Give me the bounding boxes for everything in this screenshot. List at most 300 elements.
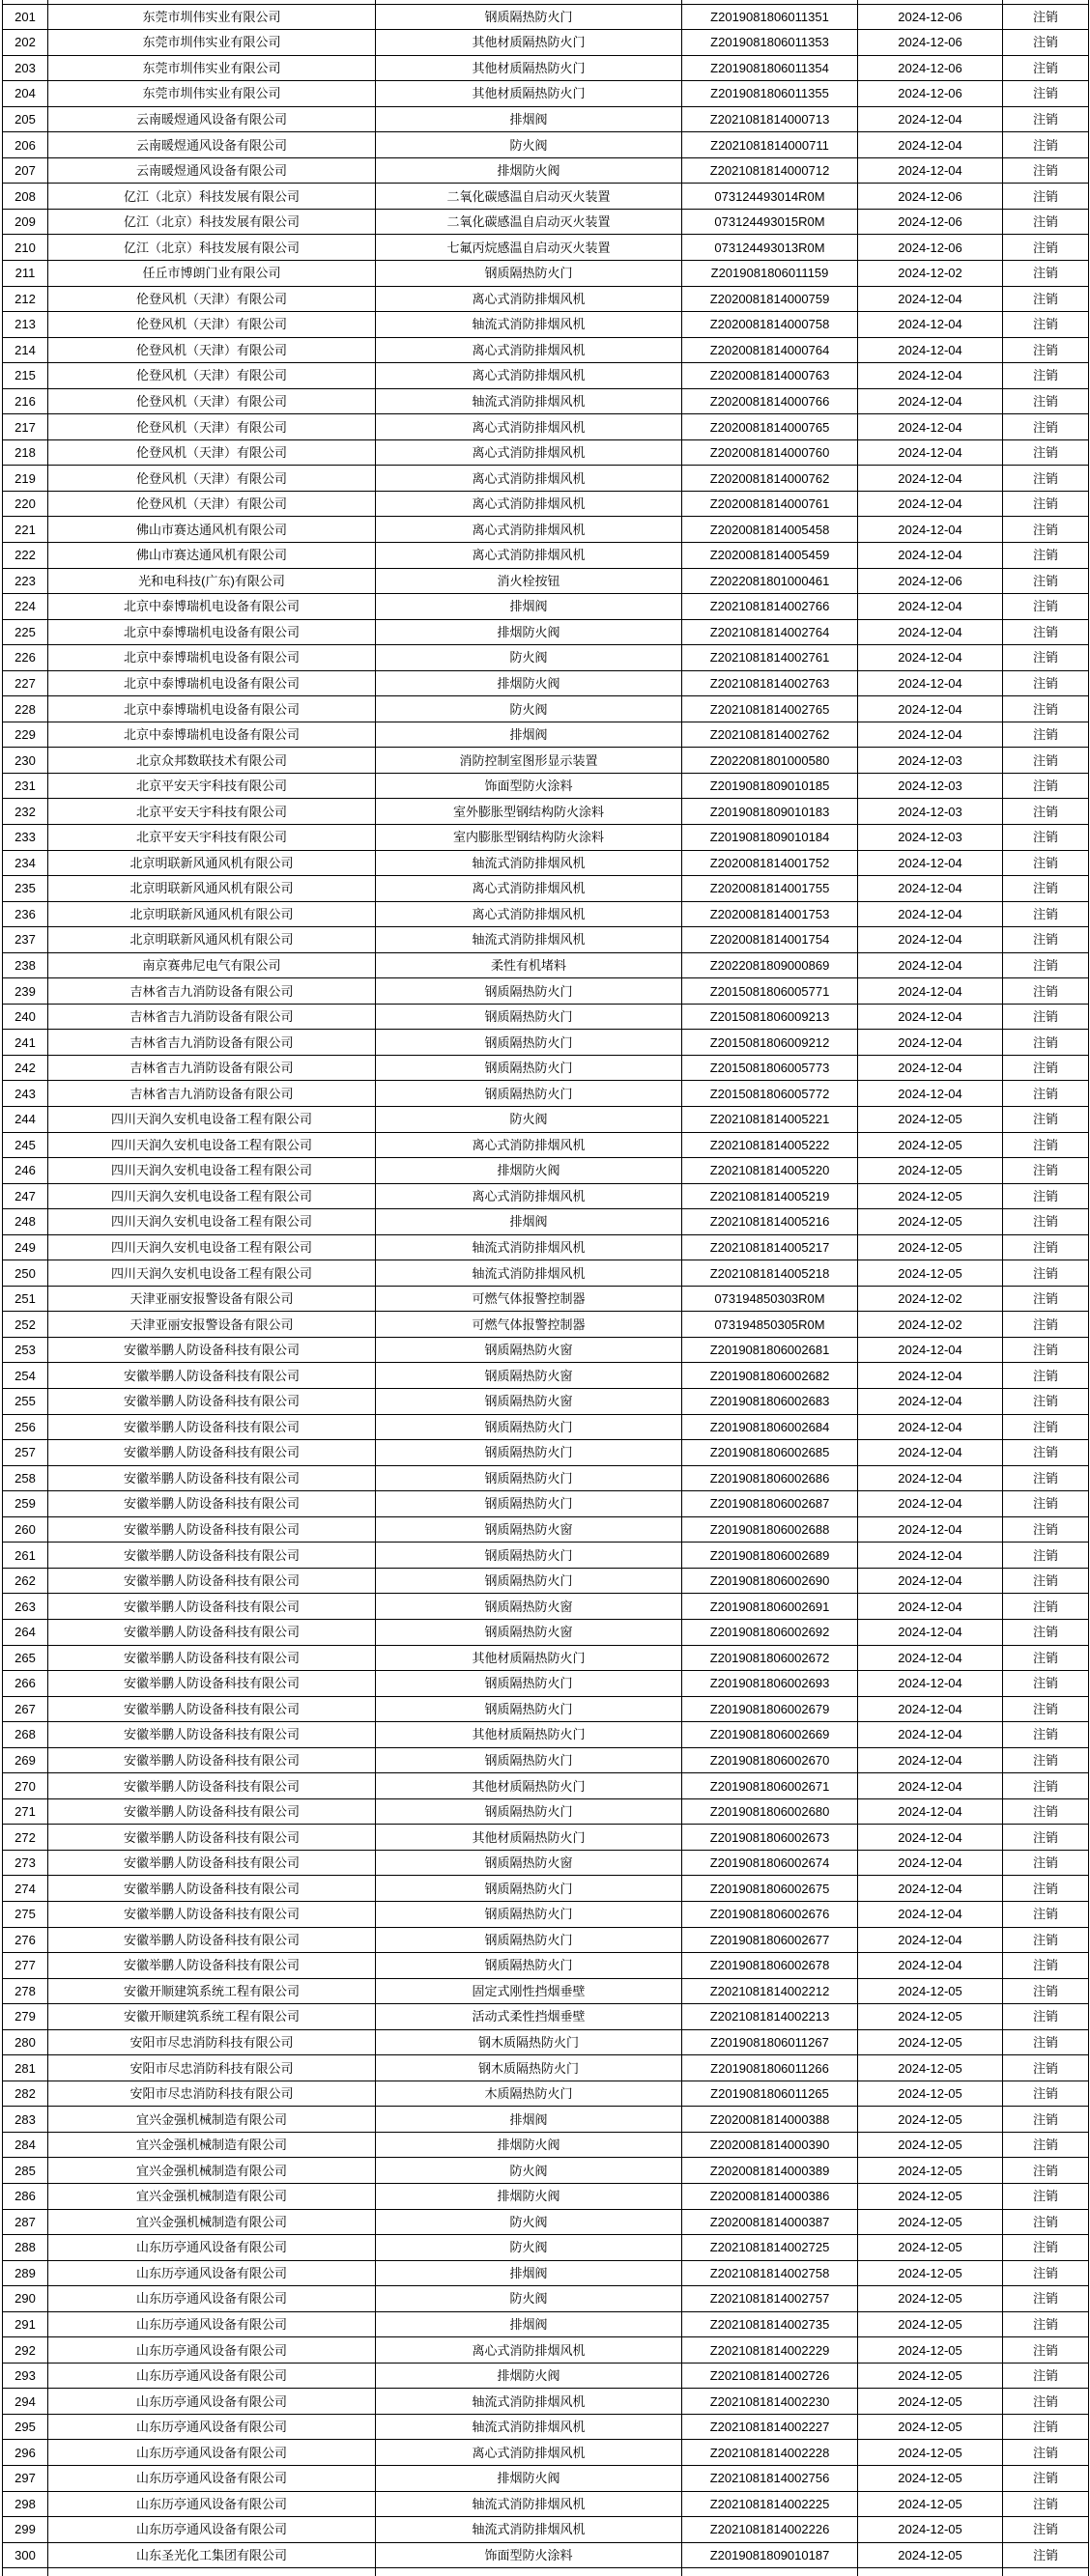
product-cell: 钢质隔热防火门 — [376, 1081, 682, 1107]
certificate-cell: Z2022081809000869 — [682, 952, 858, 978]
row-number-cell: 285 — [3, 2158, 48, 2184]
company-cell: 安徽举鹏人防设备科技有限公司 — [48, 1953, 376, 1979]
status-cell: 注销 — [1003, 850, 1089, 876]
table-row — [3, 1568, 1089, 1594]
date-cell — [858, 2568, 1003, 2576]
date-cell: 2024-12-04 — [858, 978, 1003, 1005]
company-cell: 山东历亭通风设备有限公司 — [48, 2389, 376, 2415]
row-number-cell: 279 — [3, 2004, 48, 2030]
row-number-cell: 262 — [3, 1568, 48, 1594]
table-row — [3, 1594, 1089, 1620]
date-cell: 2024-12-05 — [858, 2081, 1003, 2107]
status-cell: 注销 — [1003, 1696, 1089, 1722]
date-cell: 2024-12-04 — [858, 388, 1003, 414]
table-row — [3, 1132, 1089, 1158]
table-row — [3, 1978, 1089, 2004]
date-cell: 2024-12-04 — [858, 1568, 1003, 1594]
date-cell: 2024-12-04 — [858, 1645, 1003, 1671]
status-cell: 注销 — [1003, 2311, 1089, 2337]
row-number-cell: 239 — [3, 978, 48, 1005]
company-cell: 山东历亭通风设备有限公司 — [48, 2235, 376, 2261]
row-number-cell: 298 — [3, 2491, 48, 2517]
status-cell: 注销 — [1003, 2286, 1089, 2312]
status-cell: 注销 — [1003, 2029, 1089, 2055]
company-cell: 山东历亭通风设备有限公司 — [48, 2440, 376, 2466]
product-cell: 饰面型防火涂料 — [376, 773, 682, 799]
status-cell: 注销 — [1003, 2466, 1089, 2492]
table-row — [3, 2311, 1089, 2337]
status-cell: 注销 — [1003, 1055, 1089, 1081]
status-cell: 注销 — [1003, 1543, 1089, 1569]
certificate-cell: 073194850303R0M — [682, 1286, 858, 1312]
row-number-cell: 260 — [3, 1516, 48, 1543]
row-number-cell: 256 — [3, 1414, 48, 1440]
table-row — [3, 2055, 1089, 2081]
date-cell: 2024-12-04 — [858, 1337, 1003, 1363]
row-number-cell: 204 — [3, 81, 48, 107]
certificate-cell: Z2020081814000389 — [682, 2158, 858, 2184]
company-cell: 北京平安天宇科技有限公司 — [48, 773, 376, 799]
certificate-cell: Z2020081814000764 — [682, 337, 858, 363]
date-cell: 2024-12-05 — [858, 2107, 1003, 2133]
product-cell: 离心式消防排烟风机 — [376, 363, 682, 389]
status-cell: 注销 — [1003, 414, 1089, 440]
product-cell — [376, 2568, 682, 2576]
certificate-cell: Z2020081814001753 — [682, 901, 858, 927]
status-cell: 注销 — [1003, 2004, 1089, 2030]
company-cell: 山东历亭通风设备有限公司 — [48, 2491, 376, 2517]
certificate-cell: Z2020081814000387 — [682, 2209, 858, 2235]
status-cell: 注销 — [1003, 260, 1089, 286]
company-cell: 山东历亭通风设备有限公司 — [48, 2286, 376, 2312]
table-row — [3, 414, 1089, 440]
date-cell: 2024-12-05 — [858, 2363, 1003, 2389]
table-row — [3, 568, 1089, 594]
row-number-cell: 208 — [3, 184, 48, 210]
row-number-cell: 254 — [3, 1363, 48, 1389]
company-cell: 北京中泰博瑞机电设备有限公司 — [48, 594, 376, 620]
status-cell: 注销 — [1003, 1594, 1089, 1620]
status-cell: 注销 — [1003, 1260, 1089, 1287]
company-cell: 伦登风机（天津）有限公司 — [48, 312, 376, 338]
company-cell: 安徽举鹏人防设备科技有限公司 — [48, 1722, 376, 1748]
product-cell: 离心式消防排烟风机 — [376, 337, 682, 363]
certificate-cell: Z2019081806002688 — [682, 1516, 858, 1543]
product-cell: 防火阀 — [376, 2209, 682, 2235]
company-cell: 山东历亭通风设备有限公司 — [48, 2311, 376, 2337]
date-cell: 2024-12-04 — [858, 1004, 1003, 1030]
product-cell: 钢木质隔热防火门 — [376, 2029, 682, 2055]
row-number-cell: 296 — [3, 2440, 48, 2466]
company-cell: 北京平安天宇科技有限公司 — [48, 825, 376, 851]
certificate-cell: Z2020081814000760 — [682, 439, 858, 466]
company-cell: 山东历亭通风设备有限公司 — [48, 2363, 376, 2389]
certificate-cell: Z2021081814005222 — [682, 1132, 858, 1158]
product-cell: 轴流式消防排烟风机 — [376, 2517, 682, 2543]
certificate-cell: Z2021081814002225 — [682, 2491, 858, 2517]
date-cell: 2024-12-04 — [858, 1491, 1003, 1517]
company-cell: 伦登风机（天津）有限公司 — [48, 337, 376, 363]
company-cell: 伦登风机（天津）有限公司 — [48, 439, 376, 466]
certificate-cell: Z2020081814000762 — [682, 466, 858, 492]
status-cell: 注销 — [1003, 1363, 1089, 1389]
certificate-cell: Z2020081814000390 — [682, 2132, 858, 2158]
table-row — [3, 2260, 1089, 2286]
product-cell: 钢质隔热防火门 — [376, 1568, 682, 1594]
status-cell: 注销 — [1003, 209, 1089, 235]
company-cell: 安徽举鹏人防设备科技有限公司 — [48, 1414, 376, 1440]
certificate-cell: Z2019081806002681 — [682, 1337, 858, 1363]
row-number-cell: 225 — [3, 619, 48, 645]
row-number-cell: 210 — [3, 235, 48, 261]
status-cell: 注销 — [1003, 132, 1089, 158]
company-cell: 安阳市尽忠消防科技有限公司 — [48, 2029, 376, 2055]
row-number-cell: 252 — [3, 1312, 48, 1338]
date-cell: 2024-12-03 — [858, 748, 1003, 774]
date-cell: 2024-12-05 — [858, 1260, 1003, 1287]
status-cell: 注销 — [1003, 1286, 1089, 1312]
date-cell: 2024-12-04 — [858, 1465, 1003, 1491]
company-cell: 安徽开顺建筑系统工程有限公司 — [48, 1978, 376, 2004]
table-row — [3, 1158, 1089, 1184]
row-number-cell: 282 — [3, 2081, 48, 2107]
product-cell: 木质隔热防火门 — [376, 2081, 682, 2107]
row-number-cell: 214 — [3, 337, 48, 363]
certificate-cell: 073124493014R0M — [682, 184, 858, 210]
certificate-cell: Z2021081814002230 — [682, 2389, 858, 2415]
date-cell: 2024-12-04 — [858, 1773, 1003, 1799]
certificate-cell: Z2019081806002687 — [682, 1491, 858, 1517]
table-row — [3, 1389, 1089, 1415]
product-cell: 钢质隔热防火窗 — [376, 1516, 682, 1543]
row-number-cell: 284 — [3, 2132, 48, 2158]
company-cell: 宜兴金强机械制造有限公司 — [48, 2107, 376, 2133]
row-number-cell: 277 — [3, 1953, 48, 1979]
company-cell: 安阳市尽忠消防科技有限公司 — [48, 2055, 376, 2081]
product-cell: 轴流式消防排烟风机 — [376, 1260, 682, 1287]
table-row — [3, 1825, 1089, 1851]
certificate-cell: Z2019081806011267 — [682, 2029, 858, 2055]
company-cell: 伦登风机（天津）有限公司 — [48, 286, 376, 312]
date-cell: 2024-12-02 — [858, 1312, 1003, 1338]
company-cell: 北京中泰博瑞机电设备有限公司 — [48, 696, 376, 722]
table-row — [3, 2081, 1089, 2107]
certificate-cell: Z2019081806002685 — [682, 1440, 858, 1466]
company-cell: 安徽举鹏人防设备科技有限公司 — [48, 1543, 376, 1569]
certificate-cell: Z2021081814005217 — [682, 1234, 858, 1260]
table-row — [3, 773, 1089, 799]
row-number-cell: 299 — [3, 2517, 48, 2543]
product-cell: 排烟防火阀 — [376, 2183, 682, 2209]
row-number-cell: 243 — [3, 1081, 48, 1107]
company-cell: 吉林省吉九消防设备有限公司 — [48, 978, 376, 1005]
table-row — [3, 952, 1089, 978]
row-number-cell: 245 — [3, 1132, 48, 1158]
table-row — [3, 1491, 1089, 1517]
certificate-cell: Z2019081809010185 — [682, 773, 858, 799]
table-row — [3, 55, 1089, 81]
company-cell: 四川天润久安机电设备工程有限公司 — [48, 1183, 376, 1209]
certificate-cell: Z2021081814000711 — [682, 132, 858, 158]
certificate-cell: Z2021081814000713 — [682, 106, 858, 132]
table-row — [3, 1850, 1089, 1876]
product-cell: 排烟阀 — [376, 106, 682, 132]
date-cell: 2024-12-04 — [858, 466, 1003, 492]
row-number-cell: 211 — [3, 260, 48, 286]
certificate-cell: Z2019081806002680 — [682, 1798, 858, 1825]
date-cell: 2024-12-05 — [858, 2132, 1003, 2158]
company-cell: 亿江（北京）科技发展有限公司 — [48, 209, 376, 235]
table-row — [3, 619, 1089, 645]
product-cell: 二氧化碳感温自启动灭火装置 — [376, 184, 682, 210]
certificate-cell: Z2020081814001755 — [682, 876, 858, 902]
company-cell: 亿江（北京）科技发展有限公司 — [48, 184, 376, 210]
product-cell: 钢质隔热防火窗 — [376, 1389, 682, 1415]
certificate-cell: Z2021081814002735 — [682, 2311, 858, 2337]
company-cell: 吉林省吉九消防设备有限公司 — [48, 1004, 376, 1030]
table-row — [3, 1030, 1089, 1056]
company-cell: 安徽举鹏人防设备科技有限公司 — [48, 1389, 376, 1415]
table-row — [3, 2542, 1089, 2568]
certificate-cell: Z2021081814005220 — [682, 1158, 858, 1184]
status-cell: 注销 — [1003, 2055, 1089, 2081]
product-cell: 钢质隔热防火窗 — [376, 1619, 682, 1645]
row-number-cell: 250 — [3, 1260, 48, 1287]
date-cell: 2024-12-04 — [858, 1850, 1003, 1876]
certificate-cell: Z2015081806009212 — [682, 1030, 858, 1056]
company-cell: 四川天润久安机电设备工程有限公司 — [48, 1260, 376, 1287]
status-cell: 注销 — [1003, 286, 1089, 312]
product-cell: 钢木质隔热防火门 — [376, 2055, 682, 2081]
table-row — [3, 388, 1089, 414]
row-number-cell: 222 — [3, 542, 48, 568]
status-cell: 注销 — [1003, 2363, 1089, 2389]
certificate-cell: Z2019081806002679 — [682, 1696, 858, 1722]
company-cell: 光和电科技(广东)有限公司 — [48, 568, 376, 594]
certificate-cell: Z2019081809010183 — [682, 799, 858, 825]
table-row — [3, 1696, 1089, 1722]
row-number-cell: 236 — [3, 901, 48, 927]
status-cell: 注销 — [1003, 157, 1089, 184]
product-cell: 二氧化碳感温自启动灭火装置 — [376, 209, 682, 235]
row-number-cell: 202 — [3, 30, 48, 56]
product-cell: 排烟阀 — [376, 2311, 682, 2337]
company-cell: 安徽举鹏人防设备科技有限公司 — [48, 1747, 376, 1773]
row-number-cell: 269 — [3, 1747, 48, 1773]
company-cell: 北京众邦数联技术有限公司 — [48, 748, 376, 774]
status-cell: 注销 — [1003, 952, 1089, 978]
certificate-cell: Z2020081814000766 — [682, 388, 858, 414]
status-cell: 注销 — [1003, 1465, 1089, 1491]
date-cell: 2024-12-05 — [858, 1978, 1003, 2004]
table-row — [3, 235, 1089, 261]
status-cell: 注销 — [1003, 876, 1089, 902]
product-cell: 钢质隔热防火门 — [376, 1747, 682, 1773]
row-number-cell: 278 — [3, 1978, 48, 2004]
company-cell: 东莞市圳伟实业有限公司 — [48, 81, 376, 107]
status-cell: 注销 — [1003, 1953, 1089, 1979]
certificate-cell: Z2019081806002686 — [682, 1465, 858, 1491]
product-cell: 活动式柔性挡烟垂壁 — [376, 2004, 682, 2030]
status-cell: 注销 — [1003, 1030, 1089, 1056]
row-number-cell: 227 — [3, 670, 48, 696]
company-cell: 安徽举鹏人防设备科技有限公司 — [48, 1696, 376, 1722]
date-cell: 2024-12-04 — [858, 619, 1003, 645]
product-cell: 防火阀 — [376, 696, 682, 722]
date-cell: 2024-12-05 — [858, 2491, 1003, 2517]
certificate-cell: Z2019081806002689 — [682, 1543, 858, 1569]
certificate-cell: Z2019081806002669 — [682, 1722, 858, 1748]
date-cell: 2024-12-02 — [858, 1286, 1003, 1312]
product-cell: 钢质隔热防火门 — [376, 1030, 682, 1056]
certificate-cell: Z2015081806005773 — [682, 1055, 858, 1081]
row-number-cell: 240 — [3, 1004, 48, 1030]
table-row — [3, 901, 1089, 927]
table-row — [3, 363, 1089, 389]
certificate-cell: Z2021081814002725 — [682, 2235, 858, 2261]
certificate-cell: Z2021081814000712 — [682, 157, 858, 184]
status-cell: 注销 — [1003, 1312, 1089, 1338]
certificate-cell: Z2020081814000761 — [682, 491, 858, 517]
date-cell: 2024-12-06 — [858, 568, 1003, 594]
table-row — [3, 696, 1089, 722]
company-cell: 安徽举鹏人防设备科技有限公司 — [48, 1901, 376, 1927]
company-cell: 宜兴金强机械制造有限公司 — [48, 2209, 376, 2235]
status-cell: 注销 — [1003, 927, 1089, 953]
table-row — [3, 876, 1089, 902]
company-cell: 北京中泰博瑞机电设备有限公司 — [48, 670, 376, 696]
row-number-cell: 271 — [3, 1798, 48, 1825]
company-cell: 北京明联新风通风机有限公司 — [48, 850, 376, 876]
table-row — [3, 1363, 1089, 1389]
certificate-cell: Z2019081806011355 — [682, 81, 858, 107]
certificate-cell: Z2020081814005459 — [682, 542, 858, 568]
row-number-cell: 295 — [3, 2414, 48, 2440]
date-cell: 2024-12-05 — [858, 1107, 1003, 1133]
date-cell: 2024-12-04 — [858, 439, 1003, 466]
row-number-cell: 228 — [3, 696, 48, 722]
certificate-cell: Z2021081814002765 — [682, 696, 858, 722]
table-row — [3, 2440, 1089, 2466]
certificate-cell: Z2019081806011159 — [682, 260, 858, 286]
company-cell: 山东历亭通风设备有限公司 — [48, 2466, 376, 2492]
company-cell: 安徽举鹏人防设备科技有限公司 — [48, 1671, 376, 1697]
table-row — [3, 81, 1089, 107]
date-cell: 2024-12-05 — [858, 2209, 1003, 2235]
row-number-cell: 249 — [3, 1234, 48, 1260]
company-cell: 安徽举鹏人防设备科技有限公司 — [48, 1337, 376, 1363]
company-cell: 北京中泰博瑞机电设备有限公司 — [48, 722, 376, 748]
product-cell: 离心式消防排烟风机 — [376, 414, 682, 440]
product-cell: 排烟防火阀 — [376, 2466, 682, 2492]
company-cell: 北京明联新风通风机有限公司 — [48, 927, 376, 953]
date-cell: 2024-12-04 — [858, 1594, 1003, 1620]
status-cell: 注销 — [1003, 1978, 1089, 2004]
table-row — [3, 1953, 1089, 1979]
date-cell: 2024-12-03 — [858, 799, 1003, 825]
date-cell: 2024-12-05 — [858, 2517, 1003, 2543]
status-cell: 注销 — [1003, 1901, 1089, 1927]
product-cell: 防火阀 — [376, 2158, 682, 2184]
status-cell: 注销 — [1003, 1081, 1089, 1107]
status-cell: 注销 — [1003, 106, 1089, 132]
status-cell: 注销 — [1003, 1645, 1089, 1671]
table-row — [3, 184, 1089, 210]
date-cell: 2024-12-03 — [858, 825, 1003, 851]
status-cell: 注销 — [1003, 594, 1089, 620]
row-number-cell: 246 — [3, 1158, 48, 1184]
date-cell: 2024-12-04 — [858, 1747, 1003, 1773]
date-cell: 2024-12-04 — [858, 1440, 1003, 1466]
company-cell: 安徽举鹏人防设备科技有限公司 — [48, 1516, 376, 1543]
date-cell: 2024-12-04 — [858, 1389, 1003, 1415]
row-number-cell: 300 — [3, 2542, 48, 2568]
certificate-cell: 073124493013R0M — [682, 235, 858, 261]
product-cell: 离心式消防排烟风机 — [376, 2440, 682, 2466]
company-cell: 南京赛弗尼电气有限公司 — [48, 952, 376, 978]
row-number-cell: 205 — [3, 106, 48, 132]
table-row — [3, 825, 1089, 851]
product-cell: 钢质隔热防火门 — [376, 1414, 682, 1440]
status-cell: 注销 — [1003, 337, 1089, 363]
product-cell: 钢质隔热防火窗 — [376, 1337, 682, 1363]
date-cell: 2024-12-04 — [858, 722, 1003, 748]
row-number-cell: 209 — [3, 209, 48, 235]
status-cell: 注销 — [1003, 1337, 1089, 1363]
table-row — [3, 594, 1089, 620]
row-number-cell: 294 — [3, 2389, 48, 2415]
product-cell: 防火阀 — [376, 132, 682, 158]
row-number-cell: 266 — [3, 1671, 48, 1697]
status-cell: 注销 — [1003, 645, 1089, 671]
table-row — [3, 2414, 1089, 2440]
table-row — [3, 748, 1089, 774]
product-cell: 其他材质隔热防火门 — [376, 1645, 682, 1671]
status-cell — [1003, 2568, 1089, 2576]
product-cell: 钢质隔热防火门 — [376, 978, 682, 1005]
table-row — [3, 1440, 1089, 1466]
table-row — [3, 978, 1089, 1005]
table-row — [3, 1543, 1089, 1569]
date-cell: 2024-12-05 — [858, 1209, 1003, 1235]
date-cell: 2024-12-04 — [858, 106, 1003, 132]
date-cell: 2024-12-04 — [858, 1696, 1003, 1722]
product-cell: 轴流式消防排烟风机 — [376, 2389, 682, 2415]
row-number-cell: 206 — [3, 132, 48, 158]
date-cell: 2024-12-04 — [858, 1055, 1003, 1081]
certificate-cell: Z2015081806005772 — [682, 1081, 858, 1107]
certificate-cell: Z2020081814000386 — [682, 2183, 858, 2209]
company-cell: 东莞市圳伟实业有限公司 — [48, 55, 376, 81]
table-row — [3, 157, 1089, 184]
status-cell: 注销 — [1003, 2081, 1089, 2107]
status-cell: 注销 — [1003, 1158, 1089, 1184]
product-cell: 离心式消防排烟风机 — [376, 1132, 682, 1158]
status-cell: 注销 — [1003, 2491, 1089, 2517]
certificate-cell: Z2020081814000763 — [682, 363, 858, 389]
table-row — [3, 1619, 1089, 1645]
row-number-cell: 281 — [3, 2055, 48, 2081]
date-cell: 2024-12-05 — [858, 2055, 1003, 2081]
product-cell: 其他材质隔热防火门 — [376, 1722, 682, 1748]
status-cell: 注销 — [1003, 1850, 1089, 1876]
certificate-cell: 073194850305R0M — [682, 1312, 858, 1338]
certificate-cell: Z2021081814002226 — [682, 2517, 858, 2543]
certificate-cell: Z2019081806002684 — [682, 1414, 858, 1440]
table-row — [3, 2235, 1089, 2261]
date-cell: 2024-12-04 — [858, 337, 1003, 363]
product-cell: 柔性有机堵料 — [376, 952, 682, 978]
